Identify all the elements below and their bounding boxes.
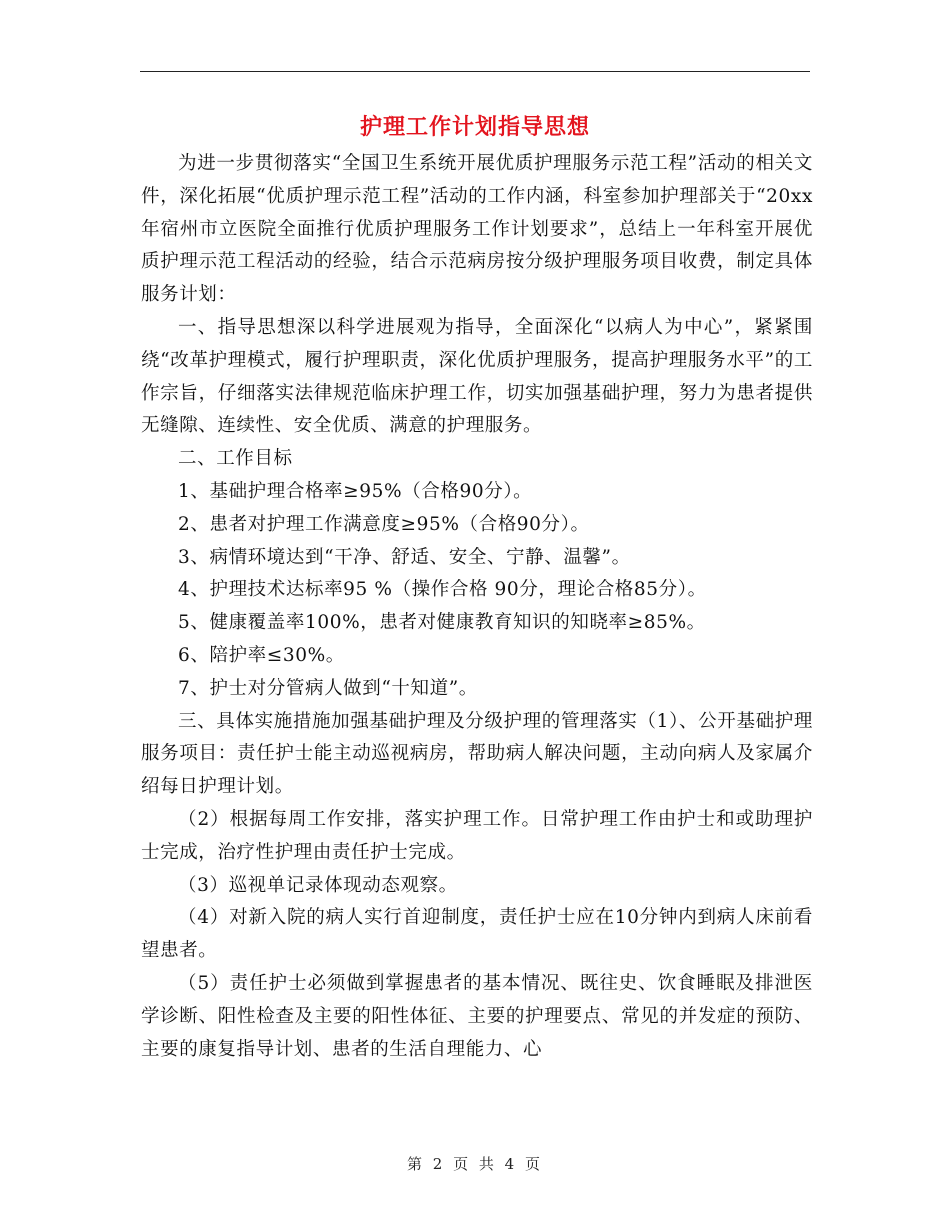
paragraph: 3、病情环境达到“干净、舒适、安全、宁静、温馨”。 <box>178 546 631 568</box>
paragraph: 5、健康覆盖率100%，患者对健康教育知识的知晓率≥85%。 <box>178 612 706 634</box>
paragraph: 二、工作目标 <box>178 448 293 470</box>
page-footer: 第 2 页 共 4 页 <box>407 1155 543 1173</box>
document-body <box>141 148 813 1066</box>
paragraph: 1、基础护理合格率≥95%（合格90分）。 <box>178 480 533 502</box>
paragraph: （5）责任护士必须做到掌握患者的基本情况、既往史、饮食睡眠及排泄医学诊断、阳性检查及主要的阳性体征、主要的护理要点、常见的并发症的预防、主要的康复指导计划、患者的生活自理能力、心 <box>141 972 813 1060</box>
paragraph: （3）巡视单记录体现动态观察。 <box>178 874 458 896</box>
paragraph: 三、具体实施措施加强基础护理及分级护理的管理落实（1）、公开基础护理服务项目：责任护士能主动巡视病房，帮助病人解决问题，主动向病人及家属介绍每日护理计划。 <box>141 710 813 798</box>
paragraph: （2）根据每周工作安排，落实护理工作。日常护理工作由护士和或助理护士完成，治疗性护理由责任护士完成。 <box>141 808 813 863</box>
header-rule <box>140 71 810 72</box>
paragraph: 7、护士对分管病人做到“十知道”。 <box>178 677 478 699</box>
paragraph: 2、患者对护理工作满意度≥95%（合格90分）。 <box>178 513 590 535</box>
paragraph: 6、陪护率≤30%。 <box>178 644 345 666</box>
paragraph: 为进一步贯彻落实“全国卫生系统开展优质护理服务示范工程”活动的相关文件，深化拓展“优质护理示范工程”活动的工作内涵，科室参加护理部关于“20xx年宿州市立医院全面推行优质护理服务工作计划要求”，总结上一年科室开展优质护理示范工程活动的经验，结合示范病房按分级护理服务项目收费，制定具体服务计划： <box>141 153 813 306</box>
paragraph: 4、护理技术达标率95 %（操作合格 90分，理论合格85分）。 <box>178 579 707 601</box>
paragraph: （4）对新入院的病人实行首迎制度，责任护士应在10分钟内到病人床前看望患者。 <box>141 907 813 962</box>
document-title: 护理工作计划指导思想 <box>359 114 590 140</box>
paragraph: 一、指导思想深以科学进展观为指导，全面深化“以病人为中心”，紧紧围绕“改革护理模式，履行护理职责，深化优质护理服务，提高护理服务水平”的工作宗旨，仔细落实法律规范临床护理工作，切实加强基础护理，努力为患者提供无缝隙、连续性、安全优质、满意的护理服务。 <box>141 316 813 437</box>
